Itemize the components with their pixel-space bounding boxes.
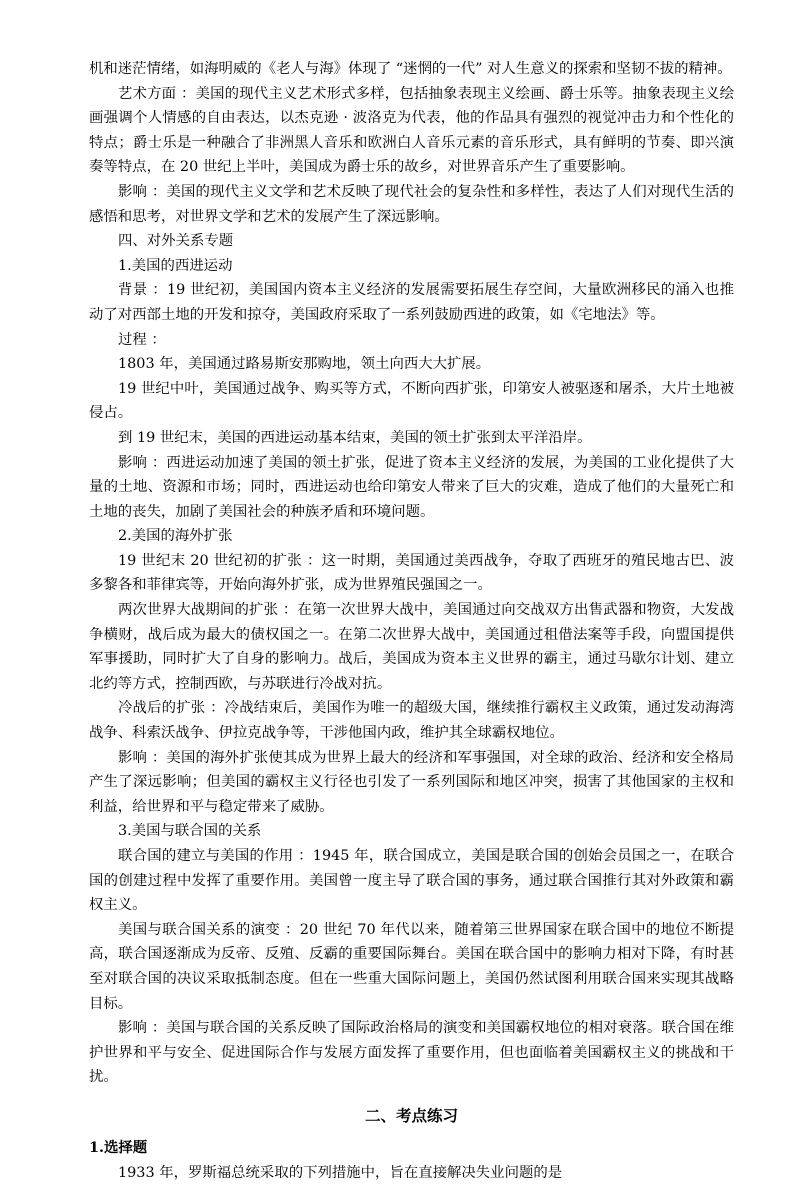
paragraph-world-wars-expansion: 两次世界大战期间的扩张 ：在第一次世界大战中，美国通过向交战双方出售武器和物资，大发战争横财，战后成为最大的债权国之一。在第二次世界大战中，美国通过租借法案等手段，向盟国提供军事援助，同时扩大了自身的影响力。战后，美国成为资本主义世界的霸主，通过马歇尔计划、建立北约等方式，控制西欧，与苏联进行冷战对抗。 — [89, 602, 734, 692]
paragraph-early-expansion: 19 世纪末 20 世纪初的扩张 ：这一时期，美国通过美西战争，夺取了西班牙的殖民地古巴、波多黎各和菲律宾等，开始向海外扩张，成为世界殖民强国之一。 — [89, 552, 734, 594]
paragraph-louisiana-purchase: 1803 年，美国通过路易斯安那购地，领土向西大大扩展。 — [118, 356, 491, 373]
paragraph-overseas-influence: 影响 ：美国的海外扩张使其成为世界上最大的经济和军事强国，对全球的政治、经济和安全格局产生了深远影响；但美国的霸权主义行径也引发了一系列国际和地区冲突，损害了其他国家的主权和利益，给世界和平与稳定带来了威胁。 — [89, 749, 734, 815]
paragraph-un-influence: 影响 ：美国与联合国的关系反映了国际政治格局的演变和美国霸权地位的相对衰落。联合国在维护世界和平与安全、促进国际合作与发展方面发挥了重要作用，但也面临着美国霸权主义的挑战和干扰。 — [89, 1020, 734, 1086]
document-content — [89, 57, 734, 1185]
heading-westward-movement: 1.美国的西进运动 — [118, 257, 233, 274]
paragraph-post-cold-war: 冷战后的扩张 ：冷战结束后，美国作为唯一的超级大国，继续推行霸权主义政策，通过发动海湾战争、科索沃战争、伊拉克战争等，干涉他国内政，维护其全球霸权地位。 — [89, 700, 734, 742]
heading-us-un-relations: 3.美国与联合国的关系 — [118, 823, 262, 840]
paragraph-modernism-influence: 影响 ：美国的现代主义文学和艺术反映了现代社会的复杂性和多样性，表达了人们对现代生活的感悟和思考，对世界文学和艺术的发展产生了深远影响。 — [89, 183, 734, 225]
paragraph-end-of-century: 到 19 世纪末，美国的西进运动基本结束，美国的领土扩张到太平洋沿岸。 — [118, 429, 592, 446]
section-title: 二、考点练习 — [364, 1106, 458, 1125]
paragraph-un-founding: 联合国的建立与美国的作用 ：1945 年，联合国成立，美国是联合国的创始会员国之一，在联合国的创建过程中发挥了重要作用。美国曾一度主导了联合国的事务，通过联合国推行其对外政策和霸权主义。 — [89, 848, 734, 914]
paragraph-westward-process-label: 过程 ： — [118, 331, 166, 348]
paragraph-un-evolution: 美国与联合国关系的演变 ：20 世纪 70 年代以来，随着第三世界国家在联合国中的地位不断提高，联合国逐渐成为反帝、反殖、反霸的重要国际舞台。美国在联合国中的影响力相对下降，有时甚至对联合国的决议采取抵制态度。但在一些重大国际问题上，美国仍然试图利用联合国来实现其战略目标。 — [89, 921, 734, 1012]
paragraph-westward-background: 背景 ：19 世纪初，美国国内资本主义经济的发展需要拓展生存空间，大量欧洲移民的涌入也推动了对西部土地的开发和掠夺，美国政府采取了一系列鼓励西进的政策，如《宅地法》等。 — [89, 282, 734, 323]
subsection-title: 1.选择题 — [89, 1138, 148, 1156]
heading-foreign-relations: 四、对外关系专题 — [118, 233, 234, 250]
paragraph-art: 艺术方面 ：美国的现代主义艺术形式多样，包括抽象表现主义绘画、爵士乐等。抽象表现主义绘画强调个人情感的自由表达，以杰克逊 · 波洛克为代表，他的作品具有强烈的视觉冲击力和个性化的特点；爵士乐是一种融合了非洲黑人音乐和欧洲白人音乐元素的音乐形式，具有鲜明的节奏、即兴演奏等特点，在 20 世纪上半叶，美国成为爵士乐的故乡，对世界音乐产生了重要影响。 — [89, 85, 734, 176]
paragraph-mid-century-expansion: 19 世纪中叶，美国通过战争、购买等方式，不断向西扩张，印第安人被驱逐和屠杀，大片土地被侵占。 — [89, 380, 734, 422]
heading-overseas-expansion: 2.美国的海外扩张 — [118, 528, 233, 545]
question-text: 1933 年，罗斯福总统采取的下列措施中，旨在直接解决失业问题的是 — [118, 1164, 563, 1181]
paragraph-literature-continued: 机和迷茫情绪，如海明威的《老人与海》体现了 “迷惘的一代” 对人生意义的探索和坚韧不拔的精神。 — [89, 61, 732, 77]
paragraph-westward-influence: 影响 ：西进运动加速了美国的领土扩张，促进了资本主义经济的发展，为美国的工业化提供了大量的土地、资源和市场；同时，西进运动也给印第安人带来了巨大的灾难，造成了他们的大量死亡和土地的丧失，加剧了美国社会的种族矛盾和环境问题。 — [89, 454, 734, 520]
